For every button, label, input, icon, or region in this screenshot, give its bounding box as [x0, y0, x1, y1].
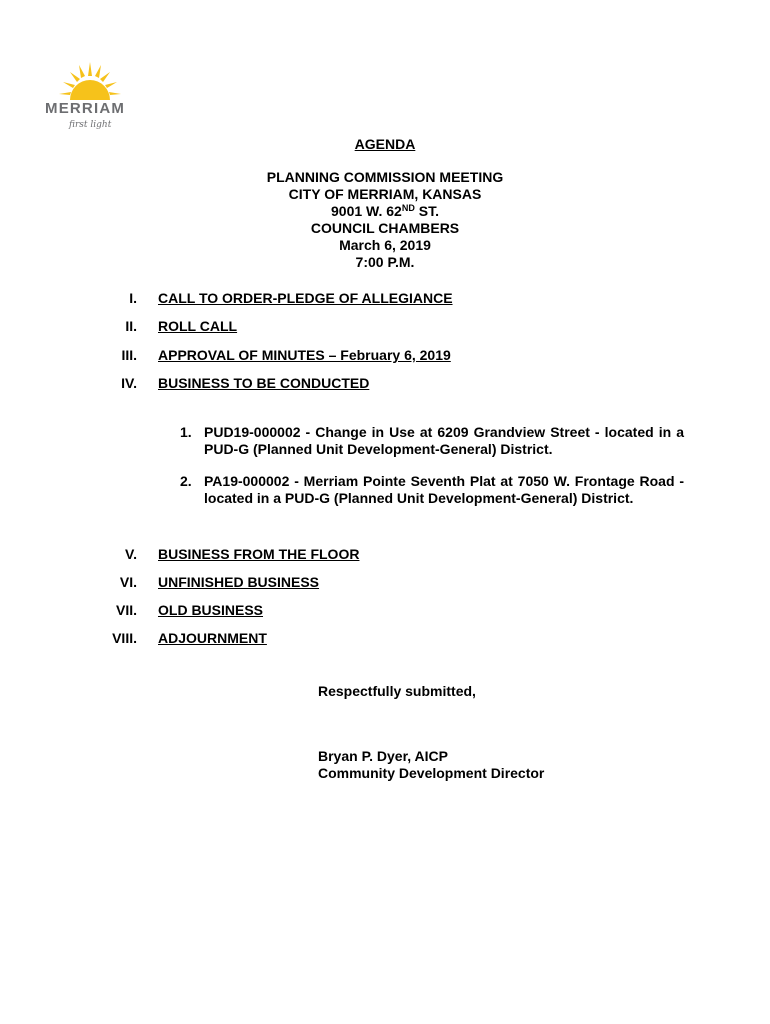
- date-line: March 6, 2019: [339, 237, 431, 253]
- logo-wordmark: MERRIAM: [45, 100, 126, 117]
- merriam-logo: [45, 60, 135, 140]
- time-line: 7:00 P.M.: [355, 254, 415, 270]
- meeting-title: PLANNING COMMISSION MEETING: [266, 169, 504, 185]
- signer-title: Community Development Director: [318, 765, 545, 781]
- venue-line: COUNCIL CHAMBERS: [310, 220, 460, 236]
- signer-name: Bryan P. Dyer, AICP: [318, 748, 448, 764]
- logo-tagline: first light: [69, 120, 112, 130]
- address-line: 9001 W. 62ND ST.: [331, 203, 439, 219]
- city-line: CITY OF MERRIAM, KANSAS: [288, 186, 482, 202]
- agenda-header: [0, 136, 770, 271]
- closing-submitted: Respectfully submitted,: [318, 683, 476, 699]
- sun-icon: [57, 60, 123, 100]
- agenda-title: AGENDA: [354, 136, 416, 152]
